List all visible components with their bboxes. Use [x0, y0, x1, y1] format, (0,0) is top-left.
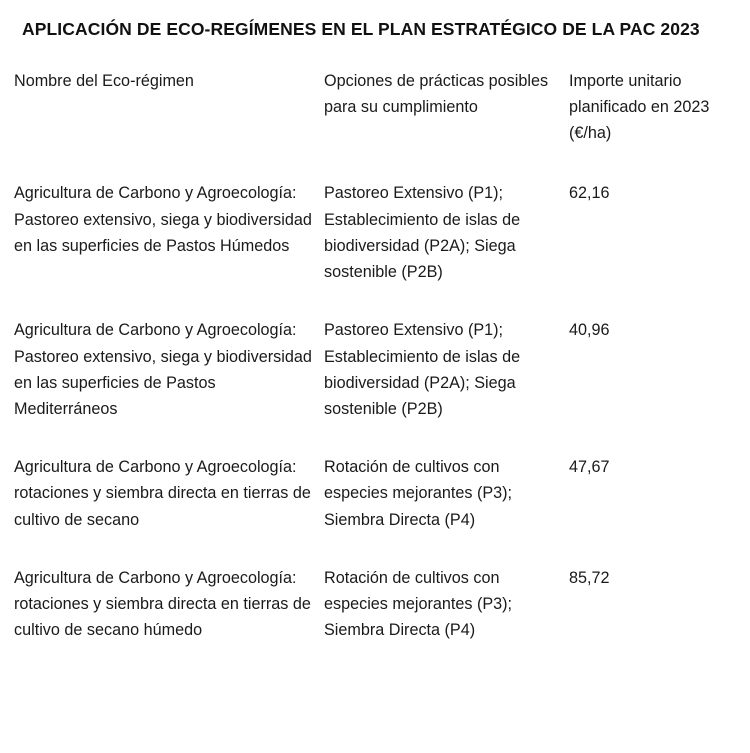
table-row: [14, 565, 732, 676]
cell-amount: 85,72: [569, 568, 610, 587]
cell-eco-regime-name: Agricultura de Carbono y Agroecología: Pastoreo extensivo, siega y biodiversidad en las superficies de Pastos Mediterráneos: [14, 321, 312, 418]
cell-practices: Rotación de cultivos con especies mejorantes (P3); Siembra Directa (P4): [324, 568, 513, 640]
column-header-amount: Importe unitario planificado en 2023 (€/ha): [569, 71, 710, 143]
table-row: [14, 454, 732, 565]
cell-eco-regime-name: Agricultura de Carbono y Agroecología: Pastoreo extensivo, siega y biodiversidad en las superficies de Pastos Húmedos: [14, 184, 312, 255]
eco-regimes-table: [14, 68, 732, 676]
table-header: [14, 68, 732, 181]
page-title: APLICACIÓN DE ECO-REGÍMENES EN EL PLAN ESTRATÉGICO DE LA PAC 2023: [22, 19, 700, 39]
table-header-row: [14, 68, 732, 181]
column-header-practices: Opciones de prácticas posibles para su cumplimiento: [324, 71, 549, 116]
table-body: [14, 180, 732, 675]
cell-amount: 40,96: [569, 321, 610, 340]
table-row: [14, 317, 732, 454]
table-row: [14, 180, 732, 317]
cell-practices: Rotación de cultivos con especies mejorantes (P3); Siembra Directa (P4): [324, 458, 513, 529]
cell-practices: Pastoreo Extensivo (P1); Establecimiento de islas de biodiversidad (P2A); Siega sostenible (P2B): [324, 184, 521, 282]
cell-amount: 62,16: [569, 184, 610, 203]
cell-amount: 47,67: [569, 458, 610, 477]
column-header-name: Nombre del Eco-régimen: [14, 71, 194, 90]
cell-eco-regime-name: Agricultura de Carbono y Agroecología: rotaciones y siembra directa en tierras de cultivo de secano húmedo: [14, 568, 311, 640]
cell-practices: Pastoreo Extensivo (P1); Establecimiento de islas de biodiversidad (P2A); Siega sostenible (P2B): [324, 321, 521, 418]
cell-eco-regime-name: Agricultura de Carbono y Agroecología: rotaciones y siembra directa en tierras de cultivo de secano: [14, 458, 311, 529]
